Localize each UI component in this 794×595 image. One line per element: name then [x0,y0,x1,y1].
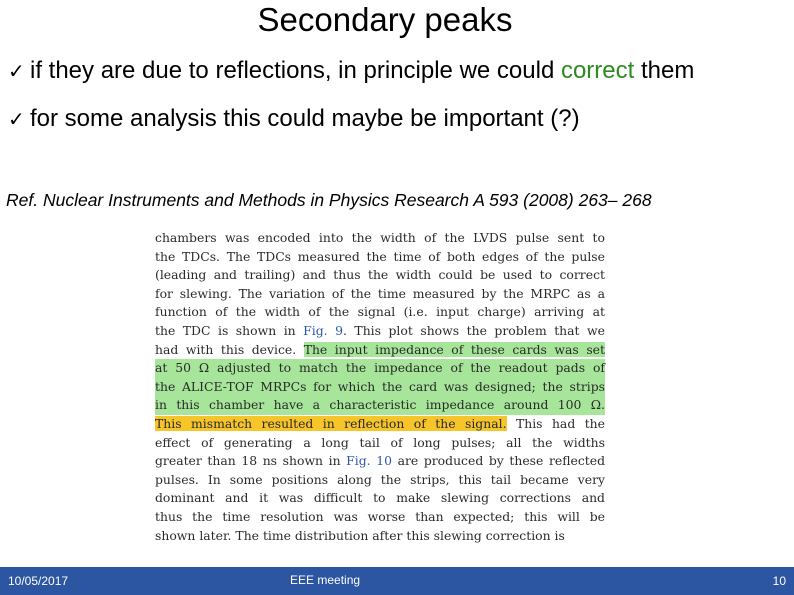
excerpt-line-highlighted: the ALICE-TOF MRPCs for which the card was designed; the strips [155,378,605,397]
figure-link[interactable]: Fig. 10 [346,453,392,469]
checkmark-icon: ✓ [8,109,25,131]
excerpt-text: . This plot shows the problem that we [342,322,605,338]
green-highlight: The input impedance of these cards was set [303,341,605,357]
excerpt-line: for slewing. The variation of the time measured by the MRPC as a [155,285,605,301]
excerpt-line: the TDCs. The TDCs measured the time of both edges of the pulse [155,248,605,264]
yellow-highlight: This mismatch resulted in reflection of the signal. [155,415,507,431]
excerpt-line: (leading and trailing) and thus the width could be used to correct [155,267,605,283]
excerpt-line [155,322,605,341]
footer-date: 10/05/2017 [8,574,69,588]
excerpt-line: thus the time resolution was worse than expected; this will be [155,508,605,524]
reference-citation: Ref. Nuclear Instruments and Methods in Physics Research A 593 (2008) 263– 268 [6,190,652,210]
bullet-analysis-importance [8,104,580,135]
excerpt-line [155,415,605,434]
excerpt-line: dominant and it was difficult to make slewing corrections and [155,490,605,506]
footer-bar [0,567,794,595]
figure-link[interactable]: Fig. 9 [303,322,343,338]
excerpt-line: effect of generating a long tail of long pulses; all the widths [155,434,605,450]
paper-excerpt [155,229,605,545]
excerpt-line-highlighted: at 50 Ω adjusted to match the impedance of the readout pads of [155,359,605,378]
excerpt-line [155,452,605,471]
excerpt-line: chambers was encoded into the width of the LVDS pulse sent to [155,230,605,245]
excerpt-line: function of the width of the signal (i.e. input charge) arriving at [155,304,605,320]
highlight-word: correct [560,57,635,84]
bullet-correct-reflections [8,56,694,87]
checkmark-icon: ✓ [8,61,25,83]
slide-title: Secondary peaks [257,1,513,38]
bullet-text: if they are due to reflections, in principle we could [30,57,561,84]
excerpt-text: had with this device. [155,341,304,357]
excerpt-line [155,341,605,360]
excerpt-text: are produced by these reflected [391,453,606,469]
excerpt-text: greater than 18 ns shown in [155,453,347,469]
bullet-text: for some analysis this could maybe be important (?) [30,105,580,132]
excerpt-line: pulses. In some positions along the strips, this tail became very [155,471,605,487]
excerpt-text: the TDC is shown in [155,322,304,338]
footer-meeting: EEE meeting [290,573,361,587]
page-number: 10 [772,574,786,588]
excerpt-text: This had the [506,415,605,431]
excerpt-line: shown later. The time distribution after this slewing correction is [155,527,565,543]
excerpt-line-highlighted: in this chamber have a characteristic impedance around 100 Ω. [155,396,605,415]
bullet-text-end: them [634,57,695,84]
